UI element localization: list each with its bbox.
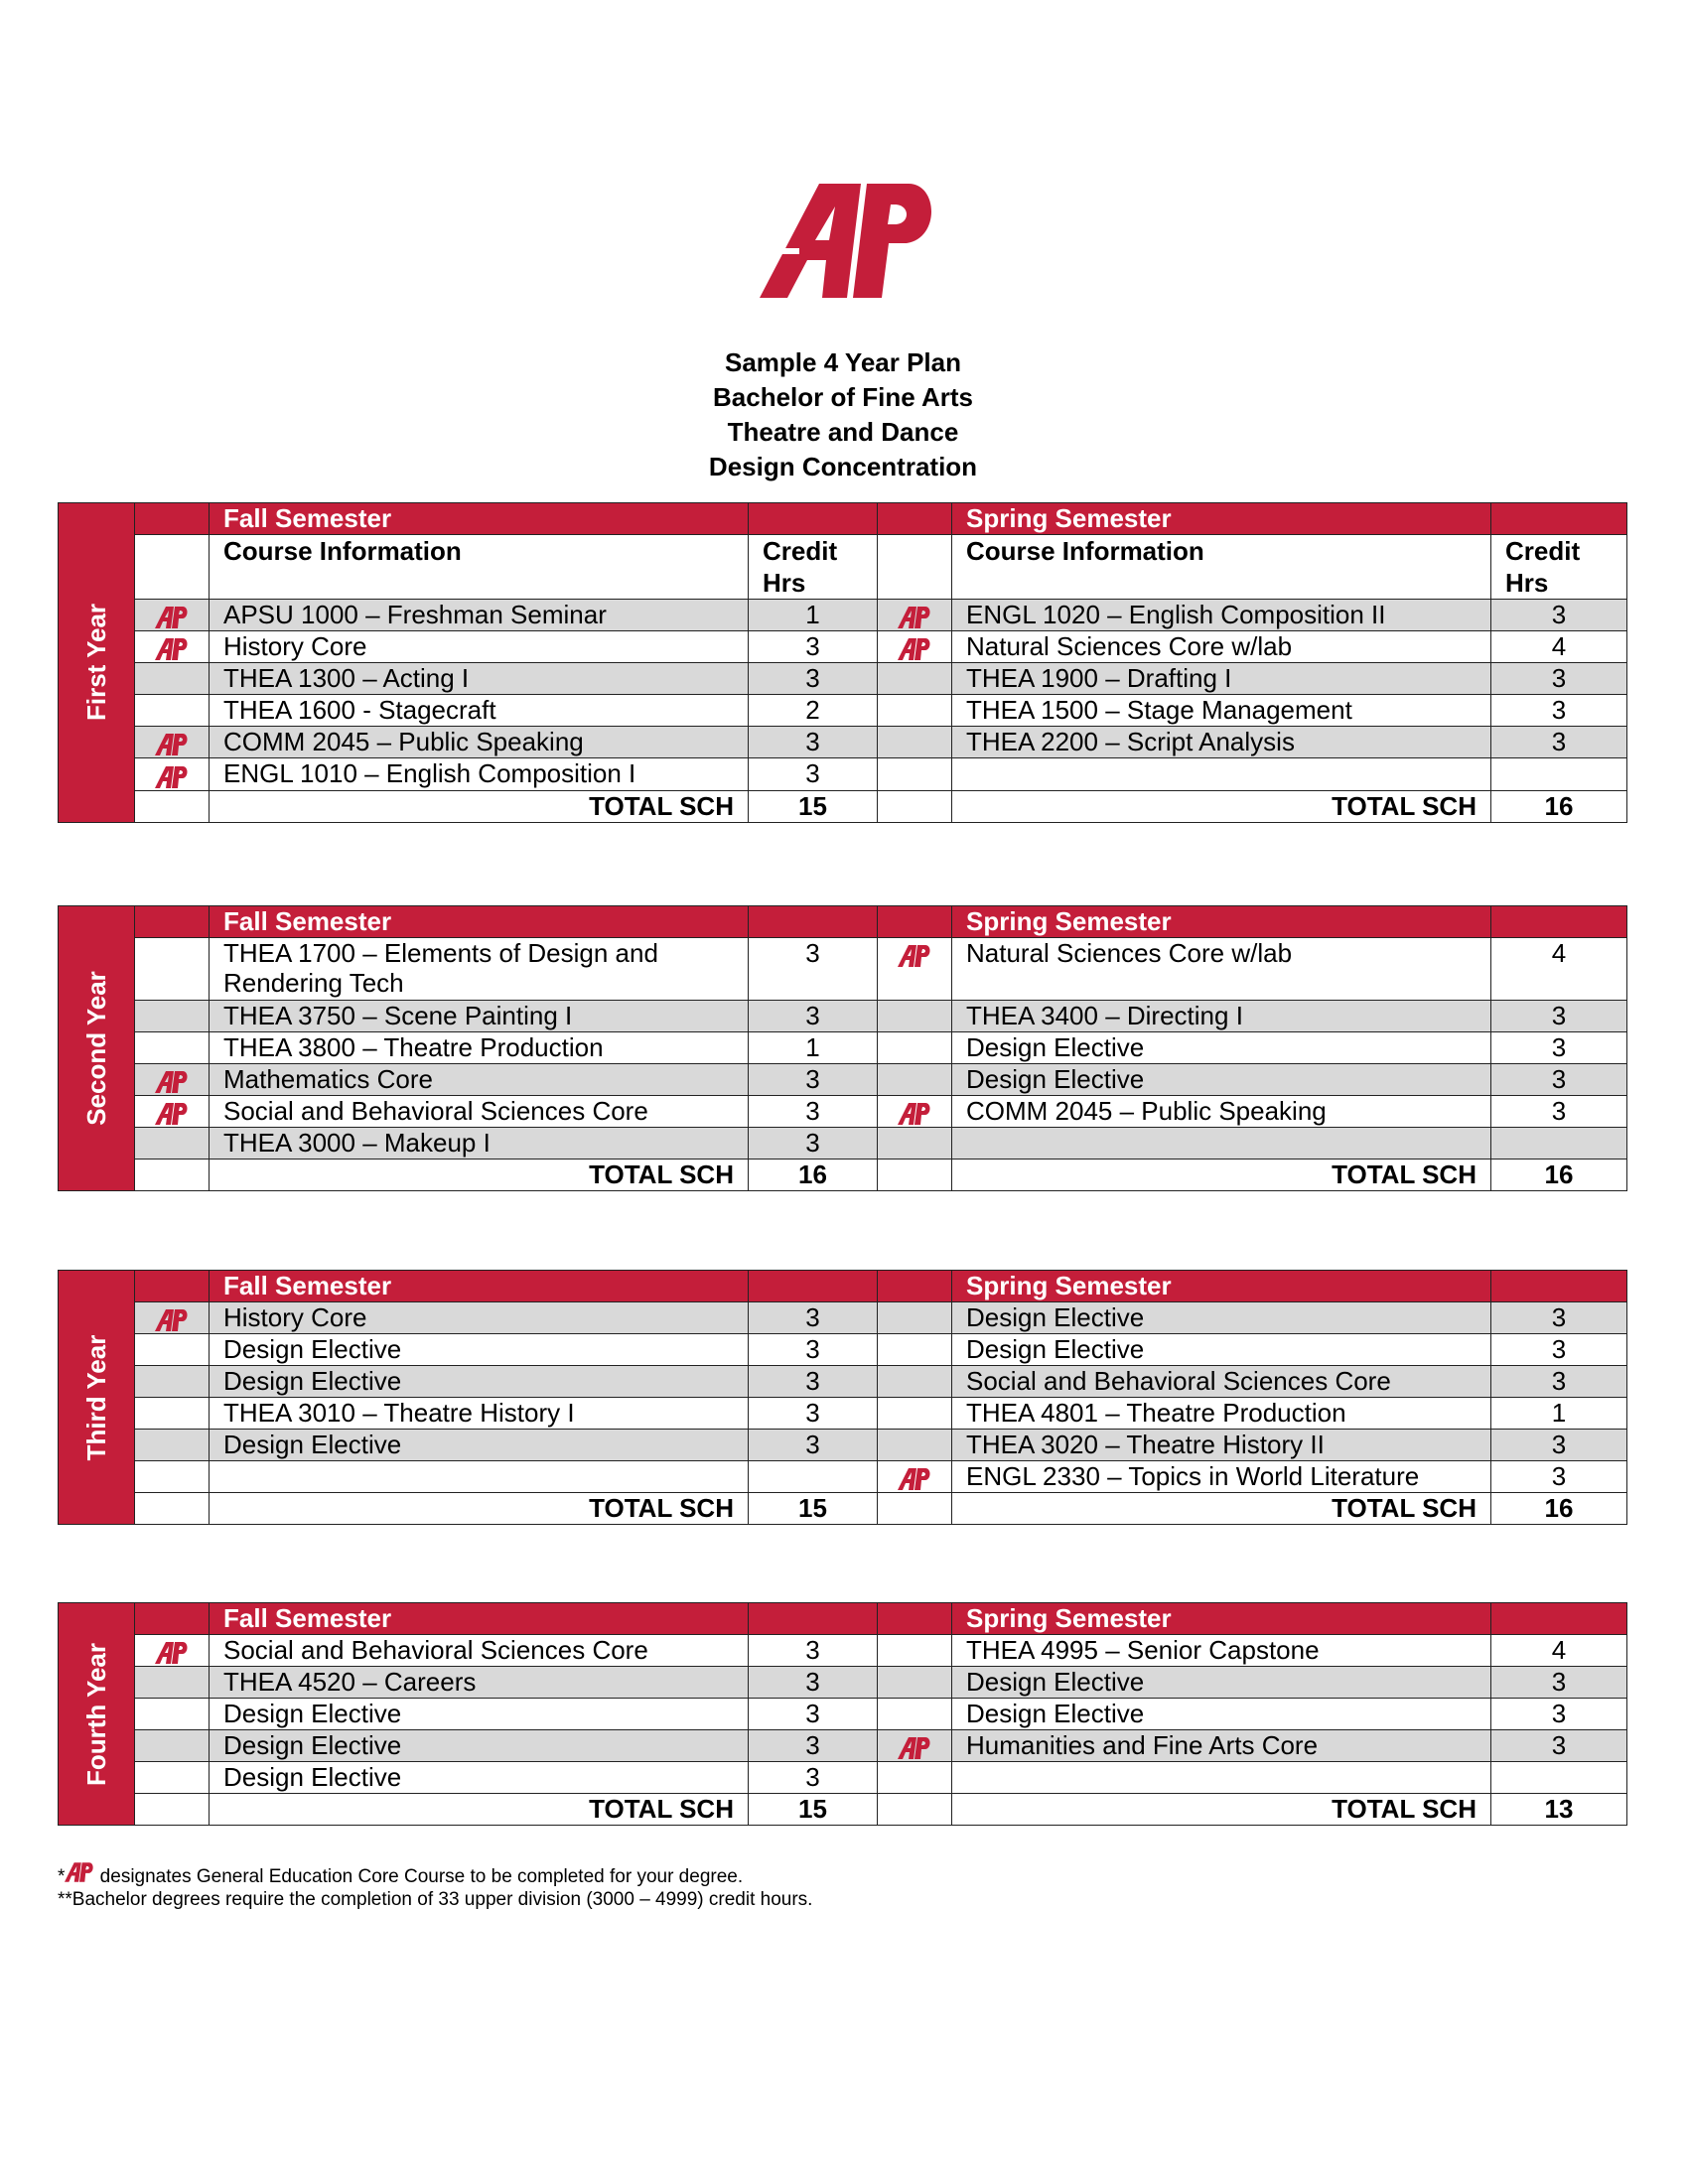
spring-course: ENGL 2330 – Topics in World Literature (952, 1461, 1491, 1493)
fall-course: Social and Behavioral Sciences Core (210, 1635, 749, 1667)
gen-ed-marker (878, 663, 952, 695)
header-spacer (1491, 503, 1627, 535)
table-row (59, 1699, 1627, 1730)
total-spacer (878, 1160, 952, 1191)
gen-ed-marker (878, 1762, 952, 1794)
spring-credit: 3 (1491, 1302, 1627, 1334)
sub-spacer (878, 535, 952, 600)
total-spacer (135, 790, 210, 822)
spring-credit (1491, 1128, 1627, 1160)
gen-ed-marker (135, 1762, 210, 1794)
fall-course: History Core (210, 631, 749, 663)
fall-course: THEA 1300 – Acting I (210, 663, 749, 695)
fall-course: ENGL 1010 – English Composition I (210, 758, 749, 790)
spring-credit: 1 (1491, 1398, 1627, 1430)
fall-course: THEA 3000 – Makeup I (210, 1128, 749, 1160)
spring-total-value: 16 (1491, 790, 1627, 822)
year-label: Second Year (81, 971, 111, 1126)
spring-credit: 3 (1491, 663, 1627, 695)
header-spacer (878, 503, 952, 535)
fall-credit: 3 (749, 727, 878, 758)
total-row (59, 1493, 1627, 1525)
fall-credit (749, 1461, 878, 1493)
title-line-1: Sample 4 Year Plan (725, 347, 961, 377)
fall-course: Design Elective (210, 1762, 749, 1794)
year-label-cell (59, 906, 135, 1191)
total-row (59, 1160, 1627, 1191)
header-spacer (878, 906, 952, 938)
spring-course: Design Elective (952, 1064, 1491, 1096)
gen-ed-marker (878, 1302, 952, 1334)
ap-gen-ed-icon (898, 1735, 931, 1761)
fall-credit: 1 (749, 1032, 878, 1064)
fall-semester-header: Fall Semester (210, 906, 749, 938)
gen-ed-marker (878, 1635, 952, 1667)
total-spacer (135, 1493, 210, 1525)
spring-credit: 4 (1491, 631, 1627, 663)
header-spacer (749, 1603, 878, 1635)
header-spacer (1491, 1603, 1627, 1635)
apsu-logo (750, 149, 948, 308)
spring-course: THEA 4995 – Senior Capstone (952, 1635, 1491, 1667)
gen-ed-marker (135, 1001, 210, 1032)
total-row (59, 790, 1627, 822)
header-spacer (135, 503, 210, 535)
table-row (59, 1064, 1627, 1096)
header-spacer (135, 1271, 210, 1302)
spring-credit (1491, 758, 1627, 790)
gen-ed-marker (135, 1064, 210, 1096)
table-row (59, 1032, 1627, 1064)
year-plan-table (58, 502, 1627, 823)
table-row (59, 600, 1627, 631)
header-spacer (135, 1603, 210, 1635)
fall-credit: 3 (749, 1128, 878, 1160)
gen-ed-marker (135, 663, 210, 695)
fall-credit: 3 (749, 1762, 878, 1794)
fall-course: THEA 4520 – Careers (210, 1667, 749, 1699)
fall-course: THEA 1700 – Elements of Design and Rendering Tech (210, 938, 749, 1001)
gen-ed-marker (878, 1699, 952, 1730)
fall-course: APSU 1000 – Freshman Seminar (210, 600, 749, 631)
fall-credit: 3 (749, 1302, 878, 1334)
footnote-text-1: designates General Education Core Course to be completed for your degree. (94, 1866, 744, 1887)
header-spacer (749, 1271, 878, 1302)
spring-credit: 3 (1491, 1366, 1627, 1398)
header-spacer (749, 906, 878, 938)
table-row (59, 758, 1627, 790)
year-label: Fourth Year (81, 1642, 111, 1786)
spring-credit: 3 (1491, 727, 1627, 758)
credit-hrs-header: Credit Hrs (1491, 535, 1627, 600)
spring-course: Natural Sciences Core w/lab (952, 938, 1491, 1001)
spring-course (952, 1128, 1491, 1160)
spring-credit: 3 (1491, 1430, 1627, 1461)
spring-course: ENGL 1020 – English Composition II (952, 600, 1491, 631)
gen-ed-marker (878, 1667, 952, 1699)
gen-ed-marker (135, 1430, 210, 1461)
header-spacer (878, 1271, 952, 1302)
gen-ed-marker (878, 1430, 952, 1461)
fall-credit: 1 (749, 600, 878, 631)
fall-credit: 3 (749, 1699, 878, 1730)
gen-ed-marker (135, 1730, 210, 1762)
table-row (59, 1398, 1627, 1430)
ap-gen-ed-icon (155, 605, 189, 630)
spring-credit: 4 (1491, 938, 1627, 1001)
gen-ed-marker (878, 1032, 952, 1064)
gen-ed-marker (878, 1398, 952, 1430)
year-plan-table (58, 1270, 1627, 1525)
spring-semester-header: Spring Semester (952, 503, 1491, 535)
spring-total-label: TOTAL SCH (952, 1160, 1491, 1191)
gen-ed-marker (878, 1001, 952, 1032)
fall-credit: 3 (749, 1096, 878, 1128)
spring-credit: 3 (1491, 600, 1627, 631)
gen-ed-marker (878, 727, 952, 758)
spring-course (952, 1762, 1491, 1794)
title-line-4: Design Concentration (708, 452, 978, 481)
header-spacer (135, 906, 210, 938)
fall-course: Design Elective (210, 1730, 749, 1762)
ap-gen-ed-icon (155, 1640, 189, 1666)
table-row (59, 1762, 1627, 1794)
gen-ed-marker (135, 1302, 210, 1334)
spring-credit: 3 (1491, 1461, 1627, 1493)
gen-ed-marker (878, 758, 952, 790)
spring-credit: 3 (1491, 1064, 1627, 1096)
fall-credit: 3 (749, 1635, 878, 1667)
gen-ed-marker (878, 631, 952, 663)
fall-course: THEA 3010 – Theatre History I (210, 1398, 749, 1430)
spring-semester-header: Spring Semester (952, 906, 1491, 938)
fall-course: Design Elective (210, 1699, 749, 1730)
spring-credit: 3 (1491, 695, 1627, 727)
gen-ed-marker (135, 1032, 210, 1064)
course-info-header: Course Information (210, 535, 749, 600)
spring-total-value: 13 (1491, 1794, 1627, 1826)
spring-credit: 3 (1491, 1096, 1627, 1128)
ap-gen-ed-icon (898, 605, 931, 630)
spring-semester-header: Spring Semester (952, 1271, 1491, 1302)
footnote-gen-ed (58, 1858, 743, 1890)
gen-ed-marker (135, 1334, 210, 1366)
header-spacer (1491, 906, 1627, 938)
ap-gen-ed-icon (155, 732, 189, 757)
gen-ed-marker (135, 1667, 210, 1699)
gen-ed-marker (135, 1461, 210, 1493)
fall-course: Social and Behavioral Sciences Core (210, 1096, 749, 1128)
fall-credit: 3 (749, 1730, 878, 1762)
year-plan-table (58, 1602, 1627, 1826)
table-row (59, 727, 1627, 758)
spring-total-label: TOTAL SCH (952, 790, 1491, 822)
spring-total-label: TOTAL SCH (952, 1794, 1491, 1826)
gen-ed-marker (135, 695, 210, 727)
ap-gen-ed-icon (155, 1069, 189, 1095)
document-title (0, 345, 1688, 484)
fall-course: Mathematics Core (210, 1064, 749, 1096)
table-row (59, 663, 1627, 695)
spring-course: Design Elective (952, 1667, 1491, 1699)
gen-ed-marker (135, 1128, 210, 1160)
gen-ed-marker (135, 938, 210, 1001)
fall-credit: 2 (749, 695, 878, 727)
table-row (59, 631, 1627, 663)
fall-total-label: TOTAL SCH (210, 1493, 749, 1525)
gen-ed-marker (135, 758, 210, 790)
total-spacer (878, 1794, 952, 1826)
fall-course: Design Elective (210, 1366, 749, 1398)
fall-course: History Core (210, 1302, 749, 1334)
spring-course: Humanities and Fine Arts Core (952, 1730, 1491, 1762)
total-spacer (878, 790, 952, 822)
fall-credit: 3 (749, 938, 878, 1001)
total-spacer (135, 1794, 210, 1826)
gen-ed-marker (135, 1096, 210, 1128)
table-row (59, 1366, 1627, 1398)
spring-course: Design Elective (952, 1699, 1491, 1730)
spring-course: Design Elective (952, 1032, 1491, 1064)
spring-credit: 4 (1491, 1635, 1627, 1667)
gen-ed-marker (878, 1366, 952, 1398)
ap-gen-ed-icon (155, 764, 189, 790)
fall-credit: 3 (749, 1430, 878, 1461)
total-spacer (878, 1493, 952, 1525)
ap-gen-ed-icon (898, 1101, 931, 1127)
gen-ed-marker (878, 1096, 952, 1128)
table-row (59, 1730, 1627, 1762)
table-row (59, 1430, 1627, 1461)
gen-ed-marker (878, 1064, 952, 1096)
fall-semester-header: Fall Semester (210, 503, 749, 535)
spring-semester-header: Spring Semester (952, 1603, 1491, 1635)
spring-credit: 3 (1491, 1699, 1627, 1730)
gen-ed-marker (878, 600, 952, 631)
spring-total-value: 16 (1491, 1493, 1627, 1525)
gen-ed-marker (135, 727, 210, 758)
gen-ed-marker (135, 1398, 210, 1430)
spring-course: COMM 2045 – Public Speaking (952, 1096, 1491, 1128)
gen-ed-marker (878, 1128, 952, 1160)
spring-course: Design Elective (952, 1302, 1491, 1334)
fall-total-label: TOTAL SCH (210, 1794, 749, 1826)
year-label: Third Year (81, 1334, 111, 1460)
spring-course: THEA 2200 – Script Analysis (952, 727, 1491, 758)
fall-semester-header: Fall Semester (210, 1603, 749, 1635)
footnote-upper-division: **Bachelor degrees require the completion of 33 upper division (3000 – 4999) credit hours. (58, 1889, 813, 1910)
header-spacer (878, 1603, 952, 1635)
total-row (59, 1794, 1627, 1826)
table-row (59, 1128, 1627, 1160)
table-row (59, 695, 1627, 727)
fall-course: THEA 3750 – Scene Painting I (210, 1001, 749, 1032)
fall-total-value: 15 (749, 1794, 878, 1826)
spring-credit: 3 (1491, 1001, 1627, 1032)
spring-course: THEA 1500 – Stage Management (952, 695, 1491, 727)
spring-credit: 3 (1491, 1667, 1627, 1699)
credit-hrs-header: Credit Hrs (749, 535, 878, 600)
fall-credit: 3 (749, 1667, 878, 1699)
fall-credit: 3 (749, 1001, 878, 1032)
spring-course: Natural Sciences Core w/lab (952, 631, 1491, 663)
fall-credit: 3 (749, 758, 878, 790)
gen-ed-marker (135, 1366, 210, 1398)
ap-gen-ed-icon (898, 636, 931, 662)
gen-ed-marker (878, 695, 952, 727)
spring-course: THEA 3400 – Directing I (952, 1001, 1491, 1032)
spring-course: THEA 3020 – Theatre History II (952, 1430, 1491, 1461)
ap-gen-ed-icon (155, 1307, 189, 1333)
fall-total-value: 15 (749, 790, 878, 822)
fall-semester-header: Fall Semester (210, 1271, 749, 1302)
gen-ed-marker (135, 600, 210, 631)
header-spacer (749, 503, 878, 535)
spring-course: Social and Behavioral Sciences Core (952, 1366, 1491, 1398)
spring-credit (1491, 1762, 1627, 1794)
table-row (59, 1461, 1627, 1493)
year-label-cell (59, 1271, 135, 1525)
fall-total-label: TOTAL SCH (210, 1160, 749, 1191)
year-label-cell (59, 503, 135, 823)
spring-course: Design Elective (952, 1334, 1491, 1366)
fall-total-value: 15 (749, 1493, 878, 1525)
fall-course: Design Elective (210, 1334, 749, 1366)
fall-credit: 3 (749, 1398, 878, 1430)
year-label-cell (59, 1603, 135, 1826)
table-row (59, 1635, 1627, 1667)
spring-course (952, 758, 1491, 790)
table-row (59, 1001, 1627, 1032)
spring-credit: 3 (1491, 1032, 1627, 1064)
gen-ed-marker (878, 938, 952, 1001)
fall-credit: 3 (749, 1064, 878, 1096)
course-info-header: Course Information (952, 535, 1491, 600)
gen-ed-marker (135, 631, 210, 663)
year-plan-table (58, 905, 1627, 1191)
spring-course: THEA 4801 – Theatre Production (952, 1398, 1491, 1430)
table-row (59, 1667, 1627, 1699)
table-row (59, 1334, 1627, 1366)
fall-course: THEA 3800 – Theatre Production (210, 1032, 749, 1064)
title-line-2: Bachelor of Fine Arts (713, 382, 973, 412)
gen-ed-marker (878, 1334, 952, 1366)
total-spacer (135, 1160, 210, 1191)
fall-course: Design Elective (210, 1430, 749, 1461)
table-row (59, 1302, 1627, 1334)
table-row (59, 1096, 1627, 1128)
fall-credit: 3 (749, 631, 878, 663)
fall-credit: 3 (749, 1366, 878, 1398)
fall-course: THEA 1600 - Stagecraft (210, 695, 749, 727)
header-spacer (1491, 1271, 1627, 1302)
fall-credit: 3 (749, 1334, 878, 1366)
spring-total-value: 16 (1491, 1160, 1627, 1191)
fall-total-label: TOTAL SCH (210, 790, 749, 822)
gen-ed-marker (135, 1699, 210, 1730)
gen-ed-marker (878, 1461, 952, 1493)
sub-spacer (135, 535, 210, 600)
title-line-3: Theatre and Dance (727, 417, 959, 447)
spring-credit: 3 (1491, 1730, 1627, 1762)
table-row (59, 938, 1627, 1001)
fall-total-value: 16 (749, 1160, 878, 1191)
ap-gen-ed-icon (65, 1860, 94, 1884)
spring-credit: 3 (1491, 1334, 1627, 1366)
fall-course: COMM 2045 – Public Speaking (210, 727, 749, 758)
ap-gen-ed-icon (155, 636, 189, 662)
ap-gen-ed-icon (898, 1466, 931, 1492)
ap-gen-ed-icon (155, 1101, 189, 1127)
spring-course: THEA 1900 – Drafting I (952, 663, 1491, 695)
ap-gen-ed-icon (898, 943, 931, 969)
footnote-star: * (58, 1866, 66, 1887)
gen-ed-marker (878, 1730, 952, 1762)
fall-credit: 3 (749, 663, 878, 695)
fall-course (210, 1461, 749, 1493)
year-label: First Year (81, 604, 111, 722)
gen-ed-marker (135, 1635, 210, 1667)
spring-total-label: TOTAL SCH (952, 1493, 1491, 1525)
